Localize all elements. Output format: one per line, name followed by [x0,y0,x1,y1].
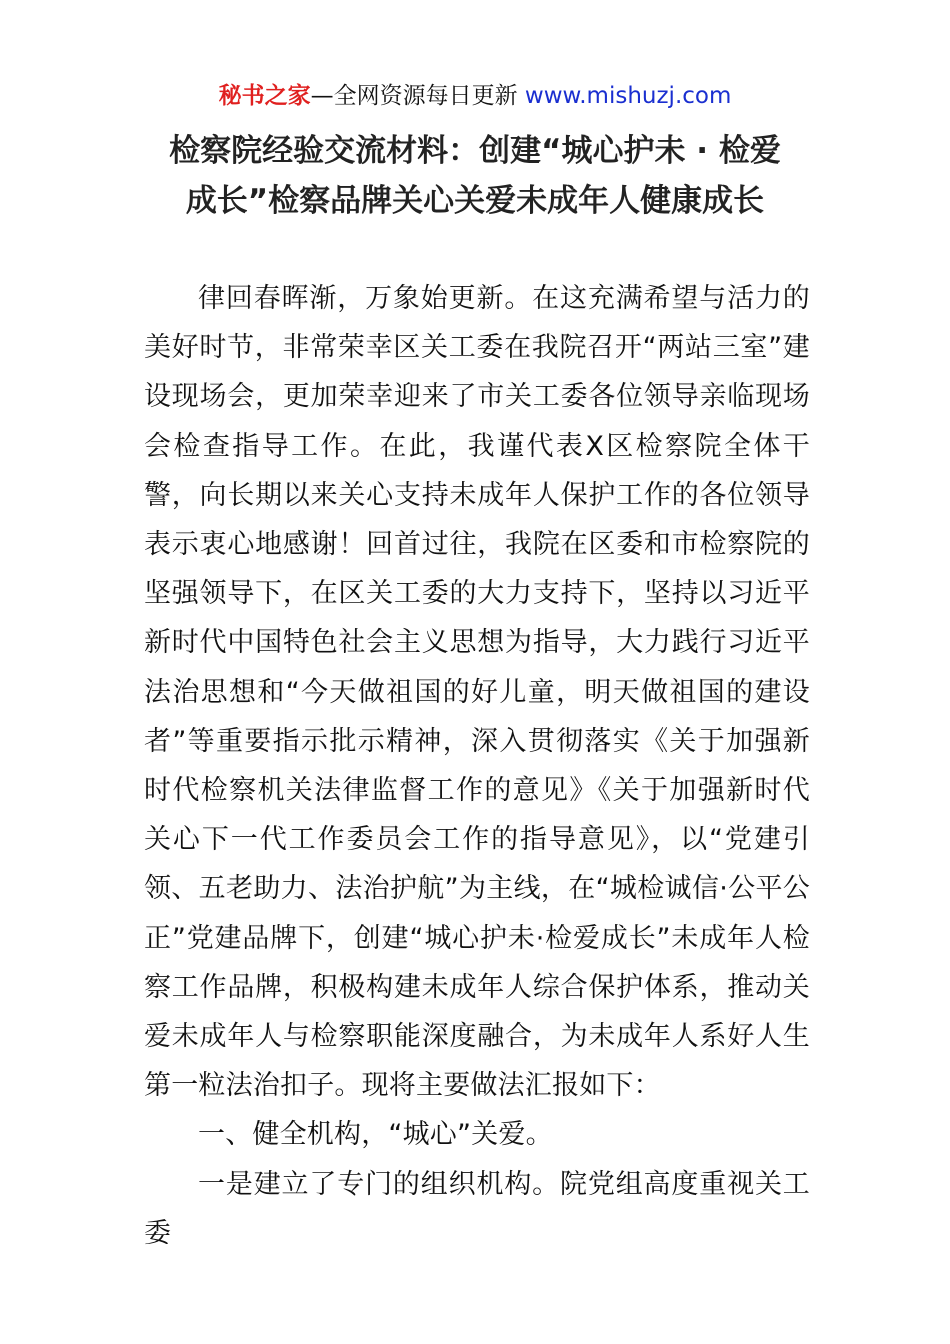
title-line-1: 检察院经验交流材料：创建“城心护未 · 检爱 [169,133,781,169]
paragraph-intro: 律回春晖渐，万象始更新。在这充满希望与活力的美好时节，非常荣幸区关工委在我院召开“两站三室”建设现场会，更加荣幸迎来了市关工委各位领导亲临现场会检查指导工作。在此，我谨代表X区检察院全体干警，向长期以来关心支持未成年人保护工作的各位领导表示衷心地感谢！回首过往，我院在区委和市检察院的坚强领导下，在区关工委的大力支持下，坚持以习近平新时代中国特色社会主义思想为指导，大力践行习近平法治思想和“今天做祖国的好儿童，明天做祖国的建设者”等重要指示批示精神，深入贯彻落实《关于加强新时代检察机关法律监督工作的意见》《关于加强新时代关心下一代工作委员会工作的指导意见》，以“党建引领、五老助力、法治护航”为主线，在“城检诚信·公平公正”党建品牌下，创建“城心护未·检爱成长”未成年人检察工作品牌，积极构建未成年人综合保护体系，推动关爱未成年人与检察职能深度融合，为未成年人系好人生第一粒法治扣子。现将主要做法汇报如下： [144,283,810,1102]
title-line-2: 成长”检察品牌关心关爱未成年人健康成长 [185,183,765,219]
site-header [0,80,950,112]
site-brand: 秘书之家 [218,83,311,109]
document-title [60,126,890,226]
site-tagline: —全网资源每日更新 [310,83,525,109]
document-body [144,274,810,1258]
section-heading: 一、健全机构，“城心”关爱。 [198,1119,553,1151]
site-url[interactable]: www.mishuzj.com [524,83,732,109]
paragraph-section-1: 一是建立了专门的组织机构。院党组高度重视关工委 [144,1168,810,1249]
